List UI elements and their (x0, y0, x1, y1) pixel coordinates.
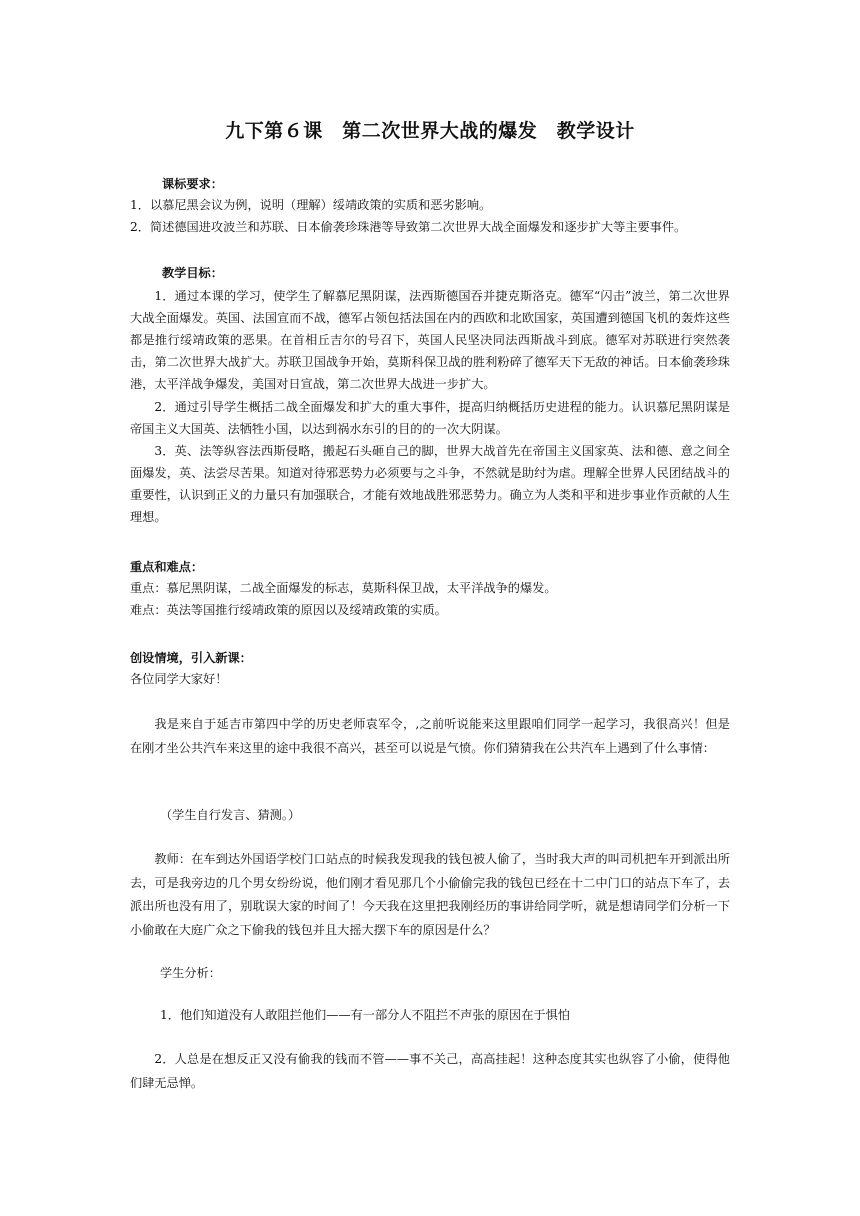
difficulty-text: 难点：英法等国推行绥靖政策的原因以及绥靖政策的实质。 (130, 603, 447, 617)
objectives-heading: 教学目标： (162, 266, 223, 280)
intro-student-analysis-label: 学生分析： (160, 966, 221, 980)
curriculum-item-2: 2．简述德国进攻波兰和苏联、日本偷袭珍珠港等导致第二次世界大战全面爆发和逐步扩大等主要事件。 (130, 220, 687, 234)
curriculum-heading: 课标要求： (162, 177, 223, 191)
focus-text: 重点：慕尼黑阴谋，二战全面爆发的标志，莫斯科保卫战，太平洋战争的爆发。 (130, 581, 557, 595)
objective-paragraph-3: 3．英、法等纵容法西斯侵略，搬起石头砸自己的脚，世界大战首先在帝国主义国家英、法和德、意之间全面爆发，英、法尝尽苦果。知道对待邪恶势力必须要与之斗争，不然就是助纣为虐。理解全世界人民团结战斗的重要性，认识到正义的力量只有加强联合，才能有效地战胜邪恶势力。确立为人类和平和进步事业作贡献的人生理想。 (130, 444, 730, 524)
intro-analysis-point-1: 1．他们知道没有人敢阻拦他们——有一部分人不阻拦不声张的原因在于惧怕 (160, 1008, 570, 1022)
key-points-heading: 重点和难点： (130, 560, 204, 574)
objective-paragraph-1: 1．通过本课的学习，使学生了解慕尼黑阴谋，法西斯德国吞并捷克斯洛克。德军“闪击”波兰，第二次世界大战全面爆发。英国、法国宣而不战，德军占领包括法国在内的西欧和北欧国家，英国遭到德国飞机的轰炸这些都是推行绥靖政策的恶果。在首相丘吉尔的号召下，英国人民坚决同法西斯战斗到底。德军对苏联进行突然袭击，第二次世界大战扩大。苏联卫国战争开始，莫斯科保卫战的胜利粉碎了德军天下无敌的神话。日本偷袭珍珠港，太平洋战争爆发，美国对日宣战，第二次世界大战进一步扩大。 (130, 289, 730, 391)
intro-paragraph-1: 我是来自于延吉市第四中学的历史老师袁军令，,之前听说能来这里跟咱们同学一起学习，我很高兴！但是在刚才坐公共汽车来这里的途中我很不高兴，甚至可以说是气愤。你们猜猜我在公共汽车上遇到了什么事情： (130, 717, 730, 755)
intro-analysis-point-2: 2．人总是在想反正又没有偷我的钱而不管——事不关己，高高挂起！这种态度其实也纵容了小偷，使得他们肆无忌惮。 (130, 1052, 730, 1090)
intro-student-guess: （学生自行发言、猜测。） (160, 808, 301, 822)
curriculum-item-1: 1．以慕尼黑会议为例，说明（理解）绥靖政策的实质和恶劣影响。 (130, 198, 492, 212)
objective-paragraph-2: 2．通过引导学生概括二战全面爆发和扩大的重大事件，提高归纳概括历史进程的能力。认识慕尼黑阴谋是帝国主义大国英、法牺牲小国，以达到祸水东引的目的的一次大阴谋。 (130, 400, 730, 436)
intro-greeting: 各位同学大家好！ (130, 672, 228, 686)
page-title: 九下第６课 第二次世界大战的爆发 教学设计 (225, 120, 635, 142)
intro-teacher-story: 教师：在车到达外国语学校门口站点的时候我发现我的钱包被人偷了，当时我大声的叫司机把车开到派出所去，可是我旁边的几个男女纷纷说，他们刚才看见那几个小偷偷完我的钱包已经在十二中门口的站点下车了，去派出所也没有用了，别耽误大家的时间了！今天我在这里把我刚经历的事讲给同学听，就是想请同学们分析一下小偷敢在大庭广众之下偷我的钱包并且大摇大摆下车的原因是什么？ (130, 852, 730, 937)
intro-heading: 创设情境，引入新课： (130, 651, 252, 665)
